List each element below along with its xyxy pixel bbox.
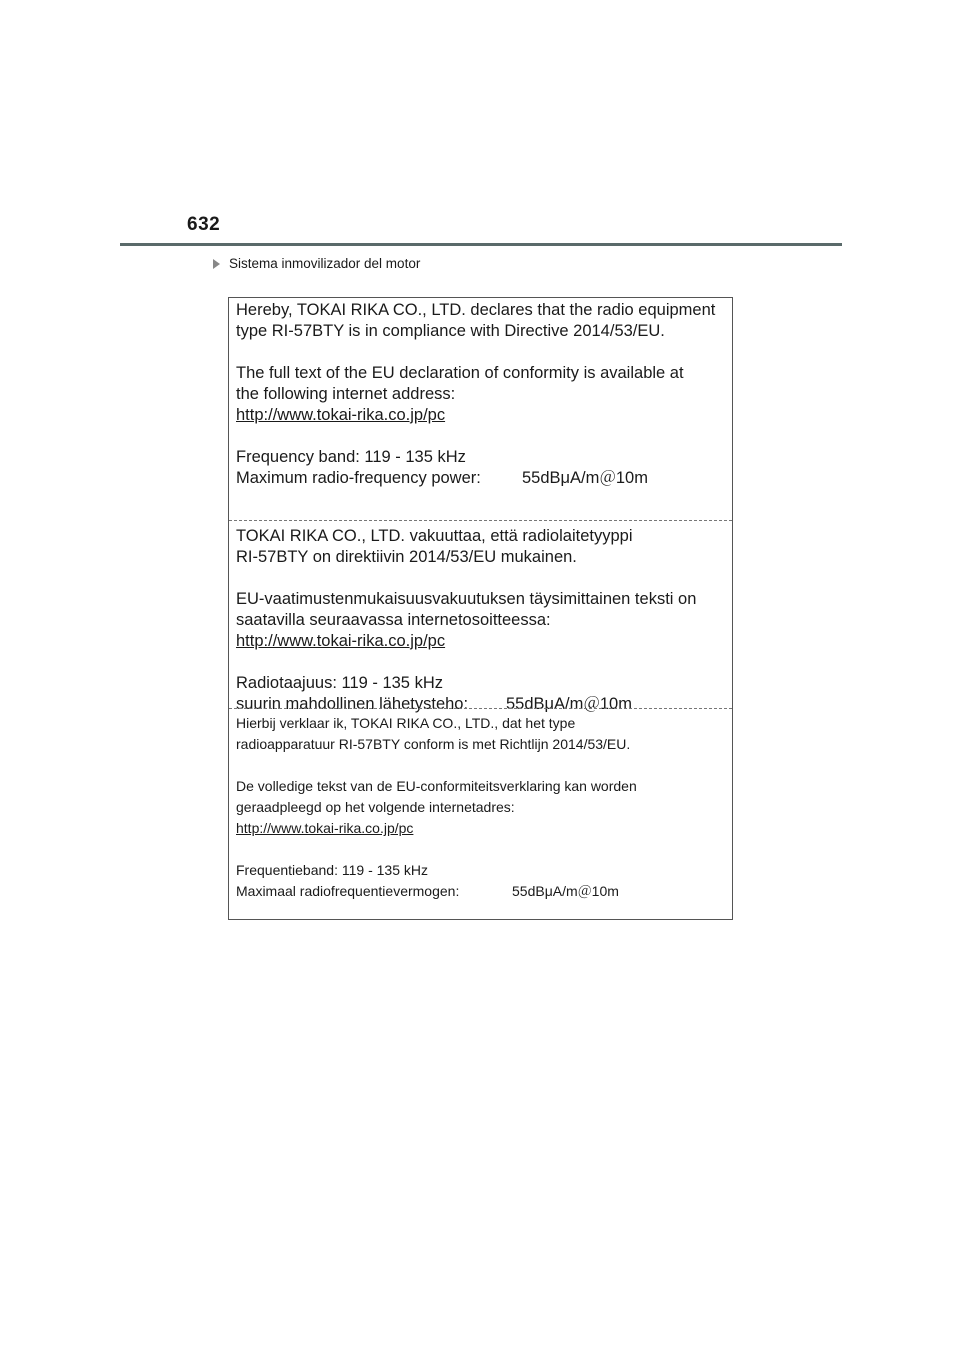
finnish-url-link[interactable]: http://www.tokai-rika.co.jp/pc [236,632,446,650]
dutch-declaration-line2: radioapparatuur RI-57BTY conform is met Richtlijn 2014/53/EU. [236,736,631,752]
dutch-frequency: Frequentieband: 119 - 135 kHz [236,862,428,878]
triangle-bullet-icon [213,259,220,269]
finnish-declaration-line2: RI-57BTY on direktiivin 2014/53/EU mukainen. [236,548,577,566]
header-rule [120,243,842,246]
english-power-value: 55dBμA/m＠10m [522,469,648,487]
finnish-power-label: suurin mahdollinen lähetysteho: [236,695,469,713]
english-declaration [229,300,732,520]
dutch-power-value: 55dBμA/m＠10m [512,883,619,899]
english-fulltext-line1: The full text of the EU declaration of conformity is available at [236,364,684,382]
finnish-declaration-line1: TOKAI RIKA CO., LTD. vakuuttaa, että radiolaitetyyppi [236,527,633,545]
dutch-fulltext-line2: geraadpleegd op het volgende internetadres: [236,799,515,815]
dutch-fulltext-line1: De volledige tekst van de EU-conformiteitsverklaring kan worden [236,778,637,794]
section-heading [213,256,420,271]
english-declaration-line1: Hereby, TOKAI RIKA CO., LTD. declares that the radio equipment [236,301,716,319]
section-heading-text: Sistema inmovilizador del motor [229,256,421,271]
english-power [236,468,726,489]
dutch-url-link[interactable]: http://www.tokai-rika.co.jp/pc [236,820,414,836]
finnish-fulltext-line2: saatavilla seuraavassa internetosoitteessa: [236,611,551,629]
finnish-power-value: 55dBμA/m＠10m [506,695,632,713]
dutch-power [236,881,726,902]
finnish-fulltext-line1: EU-vaatimustenmukaisuusvakuutuksen täysimittainen teksti on [236,590,697,608]
declaration-box [228,297,733,920]
english-frequency: Frequency band: 119 - 135 kHz [236,448,466,466]
dutch-declaration-line1: Hierbij verklaar ik, TOKAI RIKA CO., LTD., dat het type [236,715,576,731]
english-declaration-line2: type RI-57BTY is in compliance with Directive 2014/53/EU. [236,322,665,340]
dutch-declaration [229,708,732,918]
dutch-power-label: Maximaal radiofrequentievermogen: [236,883,460,899]
finnish-frequency: Radiotaajuus: 119 - 135 kHz [236,674,443,692]
english-url-link[interactable]: http://www.tokai-rika.co.jp/pc [236,406,446,424]
page-number: 632 [187,214,221,235]
english-power-label: Maximum radio-frequency power: [236,469,481,487]
english-fulltext-line2: the following internet address: [236,385,456,403]
finnish-declaration [229,520,732,713]
